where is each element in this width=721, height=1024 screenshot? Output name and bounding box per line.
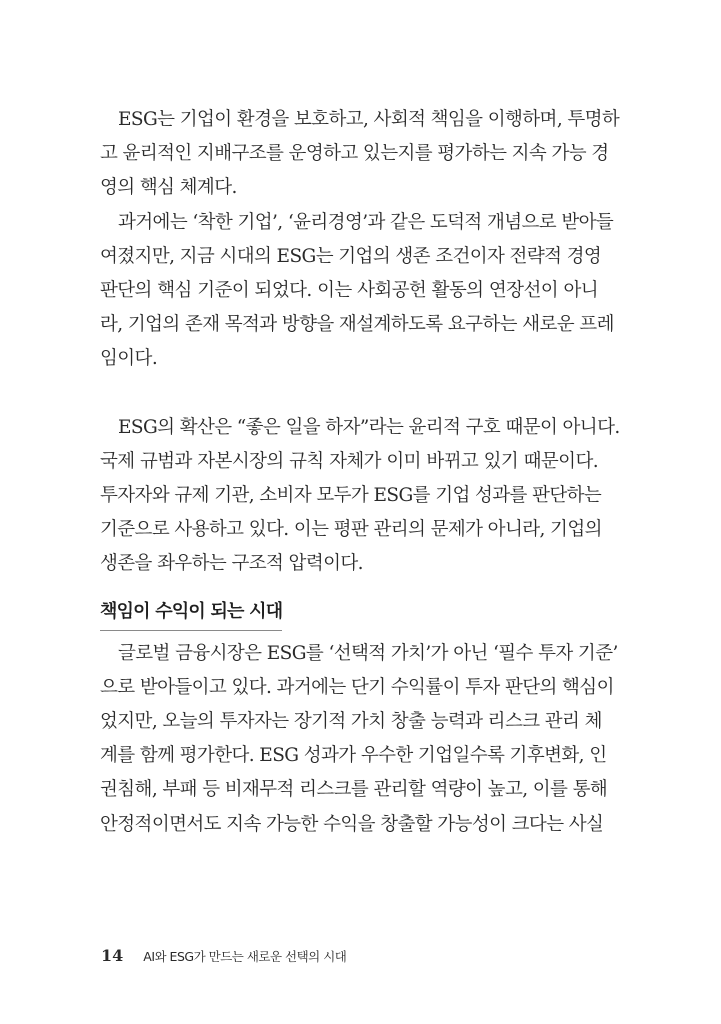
section-heading-underline: [100, 600, 282, 631]
paragraph: [100, 206, 614, 377]
text-line: 생존을 좌우하는 구조적 압력이다.: [100, 553, 363, 575]
text-line: 기준으로 사용하고 있다. 이는 평판 관리의 문제가 아니라, 기업의: [100, 519, 602, 541]
paragraph-spacer: [100, 377, 598, 411]
page-footer: [101, 946, 346, 965]
page-body: [100, 103, 620, 842]
section-heading: 책임이 수익이 되는 시대: [100, 600, 283, 622]
text-line: 글로벌 금융시장은 ESG를 ‘선택적 가치’가 아닌 ‘필수 투자 기준’: [118, 642, 618, 664]
page-number: 14: [101, 946, 124, 965]
text-line: 투자자와 규제 기관, 소비자 모두가 ESG를 기업 성과를 판단하는: [100, 485, 602, 507]
section-responsibility-profit: [100, 582, 618, 842]
section-esg-spread: [100, 411, 620, 582]
running-title: AI와 ESG가 만드는 새로운 선택의 시대: [143, 949, 347, 964]
text-line: 계를 함께 평가한다. ESG 성과가 우수한 기업일수록 기후변화, 인: [100, 745, 607, 767]
text-line: 안정적이면서도 지속 가능한 수익을 창출할 가능성이 크다는 사실: [100, 813, 604, 835]
paragraph: [100, 637, 618, 842]
text-line: ESG의 확산은 “좋은 일을 하자”라는 윤리적 구호 때문이 아니다.: [118, 416, 620, 438]
text-line: 라, 기업의 존재 목적과 방향을 재설계하도록 요구하는 새로운 프레: [100, 314, 614, 336]
text-line: 었지만, 오늘의 투자자는 장기적 가치 창출 능력과 리스크 관리 체: [100, 711, 602, 733]
paragraph: [100, 103, 620, 206]
text-line: 고 윤리적인 지배구조를 운영하고 있는지를 평가하는 지속 가능 경: [100, 143, 609, 165]
text-line: 으로 받아들이고 있다. 과거에는 단기 수익률이 투자 판단의 핵심이: [100, 676, 614, 698]
section-intro: [100, 103, 620, 377]
paragraph: [100, 411, 620, 582]
text-line: 여졌지만, 지금 시대의 ESG는 기업의 생존 조건이자 전략적 경영: [100, 245, 602, 267]
text-line: 판단의 핵심 기준이 되었다. 이는 사회공헌 활동의 연장선이 아니: [100, 280, 598, 302]
text-line: 국제 규범과 자본시장의 규칙 자체가 이미 바뀌고 있기 때문이다.: [100, 450, 598, 472]
text-line: 과거에는 ‘착한 기업’, ‘윤리경영’과 같은 도덕적 개념으로 받아들: [118, 211, 614, 233]
text-line: 임이다.: [100, 348, 158, 370]
text-line: 영의 핵심 체계다.: [100, 177, 237, 199]
text-line: 권침해, 부패 등 비재무적 리스크를 관리할 역량이 높고, 이를 통해: [100, 779, 608, 801]
text-line: ESG는 기업이 환경을 보호하고, 사회적 책임을 이행하며, 투명하: [118, 109, 620, 130]
